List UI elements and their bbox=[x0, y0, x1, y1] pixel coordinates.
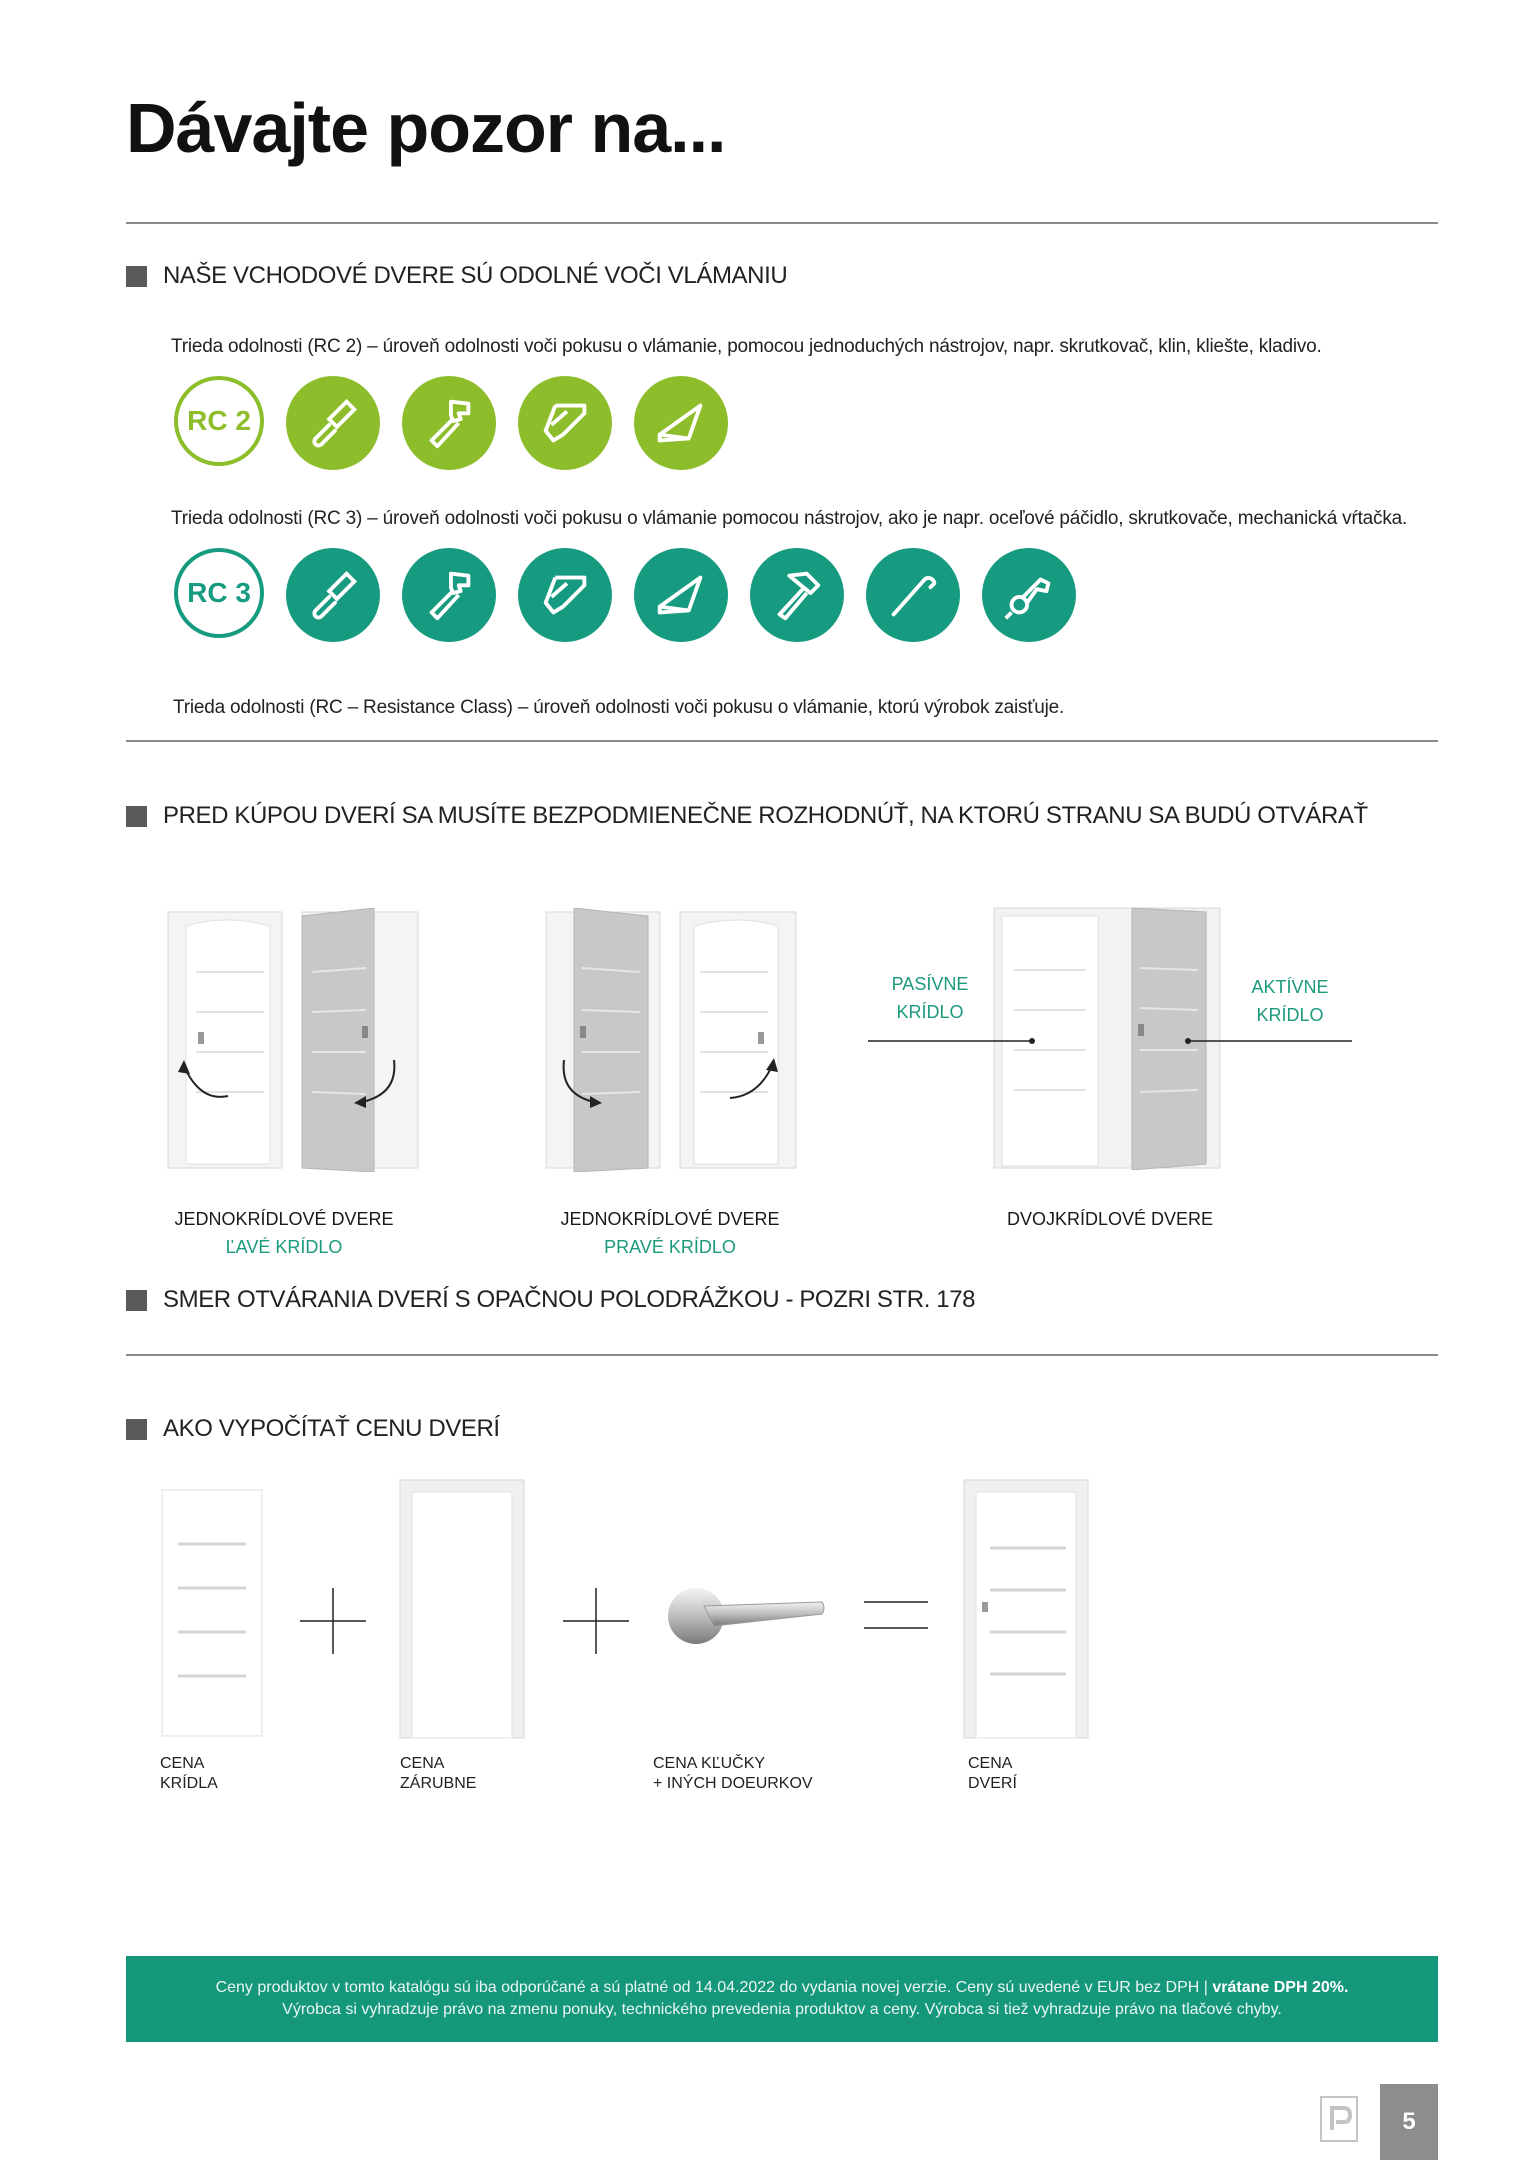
right-wing-caption: JEDNOKRÍDLOVÉ DVERE PRAVÉ KRÍDLO bbox=[560, 1209, 780, 1257]
section-heading-price-calc bbox=[126, 1415, 500, 1443]
section-heading-text: AKO VYPOČÍTAŤ CENU DVERÍ bbox=[163, 1415, 500, 1442]
rc2-badge: RC 2 bbox=[174, 376, 264, 466]
section-heading-text: NAŠE VCHODOVÉ DVERE SÚ ODOLNÉ VOČI VLÁMANIU bbox=[163, 262, 788, 289]
price-disclaimer-banner bbox=[126, 1956, 1438, 2042]
rc3-badge: RC 3 bbox=[174, 548, 264, 638]
disclaimer-line-1: Ceny produktov v tomto katalógu sú iba odporúčané a sú platné od 14.04.2022 do vydania novej verzie. Ceny sú uvedené v EUR bez DPH | vrátane DPH 20%. bbox=[215, 1979, 1349, 1996]
wedge-icon bbox=[634, 376, 728, 470]
hacksaw-icon bbox=[518, 548, 612, 642]
price-caption-leaf: CENA KRÍDLA bbox=[160, 1755, 218, 1792]
rc-note: Trieda odolnosti (RC – Resistance Class) – úroveň odolnosti voči pokusu o vlámanie, ktorú výrobok zaisťuje. bbox=[173, 697, 1065, 718]
hammer-icon bbox=[750, 548, 844, 642]
rc3-icon-row bbox=[174, 548, 1076, 642]
complete-door-illustration bbox=[962, 1478, 1090, 1740]
divider bbox=[126, 222, 1438, 224]
equals-sign-icon bbox=[864, 1598, 928, 1632]
brand-logo-icon bbox=[1320, 2096, 1358, 2142]
bullet-square-icon bbox=[126, 1290, 147, 1311]
price-caption-door: CENA DVERÍ bbox=[968, 1755, 1017, 1792]
door-frame-illustration bbox=[398, 1478, 526, 1740]
section-heading-opening-side bbox=[126, 802, 1368, 830]
hand-drill-icon bbox=[982, 548, 1076, 642]
divider bbox=[126, 740, 1438, 742]
rc3-description: Trieda odolnosti (RC 3) – úroveň odolnosti voči pokusu o vlámanie pomocou nástrojov, ako je napr. oceľové páčidlo, skrutkovače, mechanická vŕtačka. bbox=[171, 508, 1408, 529]
rc2-description: Trieda odolnosti (RC 2) – úroveň odolnosti voči pokusu o vlámanie, pomocou jednoduchých nástrojov, napr. skrutkovač, klin, kliešte, kladivo. bbox=[171, 336, 1322, 357]
left-wing-door-illustration bbox=[166, 908, 420, 1172]
bullet-square-icon bbox=[126, 266, 147, 287]
section-heading-burglary bbox=[126, 262, 787, 290]
plus-sign-icon bbox=[300, 1588, 366, 1654]
section-heading-reverse-rebate bbox=[126, 1286, 975, 1314]
wedge-icon bbox=[634, 548, 728, 642]
pipe-wrench-icon bbox=[402, 376, 496, 470]
bullet-square-icon bbox=[126, 1419, 147, 1440]
plus-sign-icon bbox=[563, 1588, 629, 1654]
section-heading-text: PRED KÚPOU DVERÍ SA MUSÍTE BEZPODMIENEČNE ROZHODNÚŤ, NA KTORÚ STRANU SA BUDÚ OTVÁRAŤ bbox=[163, 802, 1368, 829]
bullet-square-icon bbox=[126, 806, 147, 827]
screwdriver-icon bbox=[286, 376, 380, 470]
page-number: 5 bbox=[1380, 2084, 1438, 2160]
price-caption-handle: CENA KĽUČKY + INÝCH DOEURKOV bbox=[653, 1755, 813, 1792]
right-wing-door-illustration bbox=[544, 908, 798, 1172]
section-heading-text: SMER OTVÁRANIA DVERÍ S OPAČNOU POLODRÁŽKOU - POZRI STR. 178 bbox=[163, 1286, 976, 1313]
passive-wing-label: PASÍVNE KRÍDLO bbox=[891, 974, 969, 1022]
screwdriver-icon bbox=[286, 548, 380, 642]
wing-leader-lines bbox=[868, 1032, 1352, 1052]
active-wing-label: AKTÍVNE KRÍDLO bbox=[1251, 977, 1329, 1025]
crowbar-icon bbox=[866, 548, 960, 642]
page-title: Dávajte pozor na... bbox=[126, 89, 726, 167]
double-door-caption: DVOJKRÍDLOVÉ DVERE bbox=[1006, 1209, 1214, 1229]
pipe-wrench-icon bbox=[402, 548, 496, 642]
hacksaw-icon bbox=[518, 376, 612, 470]
price-caption-frame: CENA ZÁRUBNE bbox=[400, 1755, 477, 1792]
door-handle-illustration bbox=[664, 1586, 826, 1646]
door-leaf-illustration bbox=[160, 1488, 264, 1738]
left-wing-caption: JEDNOKRÍDLOVÉ DVERE ĽAVÉ KRÍDLO bbox=[174, 1209, 394, 1257]
rc2-icon-row bbox=[174, 376, 728, 470]
divider bbox=[126, 1354, 1438, 1356]
disclaimer-line-2: Výrobca si vyhradzuje právo na zmenu ponuky, technického prevedenia produktov a ceny. Výrobca si tiež vyhradzuje právo na tlačové chyby. bbox=[282, 2001, 1282, 2018]
